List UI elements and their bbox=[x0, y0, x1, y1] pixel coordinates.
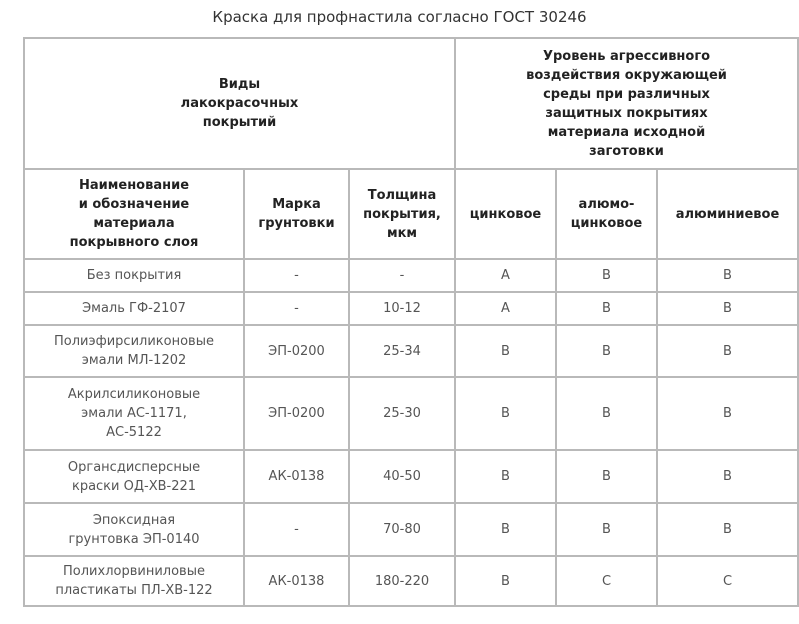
thickness-cell: 180-220 bbox=[349, 556, 455, 606]
header-aluminium: алюминиевое bbox=[657, 169, 798, 259]
alumozinc-level-cell: B bbox=[556, 503, 657, 556]
alumozinc-level-cell: B bbox=[556, 377, 657, 450]
material-name-cell: Полиэфирсиликоновые эмали МЛ-1202 bbox=[24, 325, 244, 377]
table-row bbox=[24, 450, 798, 503]
zinc-level-cell: B bbox=[455, 325, 556, 377]
primer-cell: ЭП-0200 bbox=[244, 325, 349, 377]
aluminium-level-cell: B bbox=[657, 259, 798, 292]
material-name-cell: Эпоксидная грунтовка ЭП-0140 bbox=[24, 503, 244, 556]
table-row bbox=[24, 292, 798, 325]
aluminium-level-cell: C bbox=[657, 556, 798, 606]
material-name-cell: Эмаль ГФ-2107 bbox=[24, 292, 244, 325]
alumozinc-level-cell: B bbox=[556, 325, 657, 377]
header-material-name: Наименование и обозначение материала покрывного слоя bbox=[24, 169, 244, 259]
thickness-cell: 25-34 bbox=[349, 325, 455, 377]
thickness-cell: - bbox=[349, 259, 455, 292]
primer-cell: - bbox=[244, 503, 349, 556]
zinc-level-cell: A bbox=[455, 292, 556, 325]
zinc-level-cell: B bbox=[455, 556, 556, 606]
table-row bbox=[24, 259, 798, 292]
primer-cell: ЭП-0200 bbox=[244, 377, 349, 450]
material-name-cell: Без покрытия bbox=[24, 259, 244, 292]
primer-cell: АК-0138 bbox=[244, 450, 349, 503]
thickness-cell: 70-80 bbox=[349, 503, 455, 556]
table-row bbox=[24, 325, 798, 377]
header-aggression-level: Уровень агрессивного воздействия окружающей среды при различных защитных покрытиях материала исходной заготовки bbox=[455, 38, 798, 169]
aluminium-level-cell: B bbox=[657, 503, 798, 556]
thickness-cell: 40-50 bbox=[349, 450, 455, 503]
table-row bbox=[24, 377, 798, 450]
primer-cell: - bbox=[244, 292, 349, 325]
material-name-cell: Акрилсиликоновые эмали АС-1171, АС-5122 bbox=[24, 377, 244, 450]
thickness-cell: 10-12 bbox=[349, 292, 455, 325]
header-primer-grade: Марка грунтовки bbox=[244, 169, 349, 259]
header-alumozinc: алюмо- цинковое bbox=[556, 169, 657, 259]
material-name-cell: Полихлорвиниловые пластикаты ПЛ-ХВ-122 bbox=[24, 556, 244, 606]
table-row bbox=[24, 503, 798, 556]
primer-cell: - bbox=[244, 259, 349, 292]
coatings-table bbox=[23, 37, 799, 607]
aluminium-level-cell: B bbox=[657, 292, 798, 325]
aluminium-level-cell: B bbox=[657, 325, 798, 377]
table-caption: Краска для профнастила согласно ГОСТ 30246 bbox=[212, 8, 587, 26]
zinc-level-cell: A bbox=[455, 259, 556, 292]
material-name-cell: Органсдисперсные краски ОД-ХВ-221 bbox=[24, 450, 244, 503]
aluminium-level-cell: B bbox=[657, 450, 798, 503]
zinc-level-cell: B bbox=[455, 450, 556, 503]
alumozinc-level-cell: C bbox=[556, 556, 657, 606]
header-zinc: цинковое bbox=[455, 169, 556, 259]
table-row bbox=[24, 556, 798, 606]
header-coating-types: Виды лакокрасочных покрытий bbox=[24, 38, 455, 169]
aluminium-level-cell: B bbox=[657, 377, 798, 450]
alumozinc-level-cell: B bbox=[556, 259, 657, 292]
header-thickness: Толщина покрытия, мкм bbox=[349, 169, 455, 259]
alumozinc-level-cell: B bbox=[556, 450, 657, 503]
zinc-level-cell: B bbox=[455, 503, 556, 556]
primer-cell: АК-0138 bbox=[244, 556, 349, 606]
thickness-cell: 25-30 bbox=[349, 377, 455, 450]
alumozinc-level-cell: B bbox=[556, 292, 657, 325]
zinc-level-cell: B bbox=[455, 377, 556, 450]
